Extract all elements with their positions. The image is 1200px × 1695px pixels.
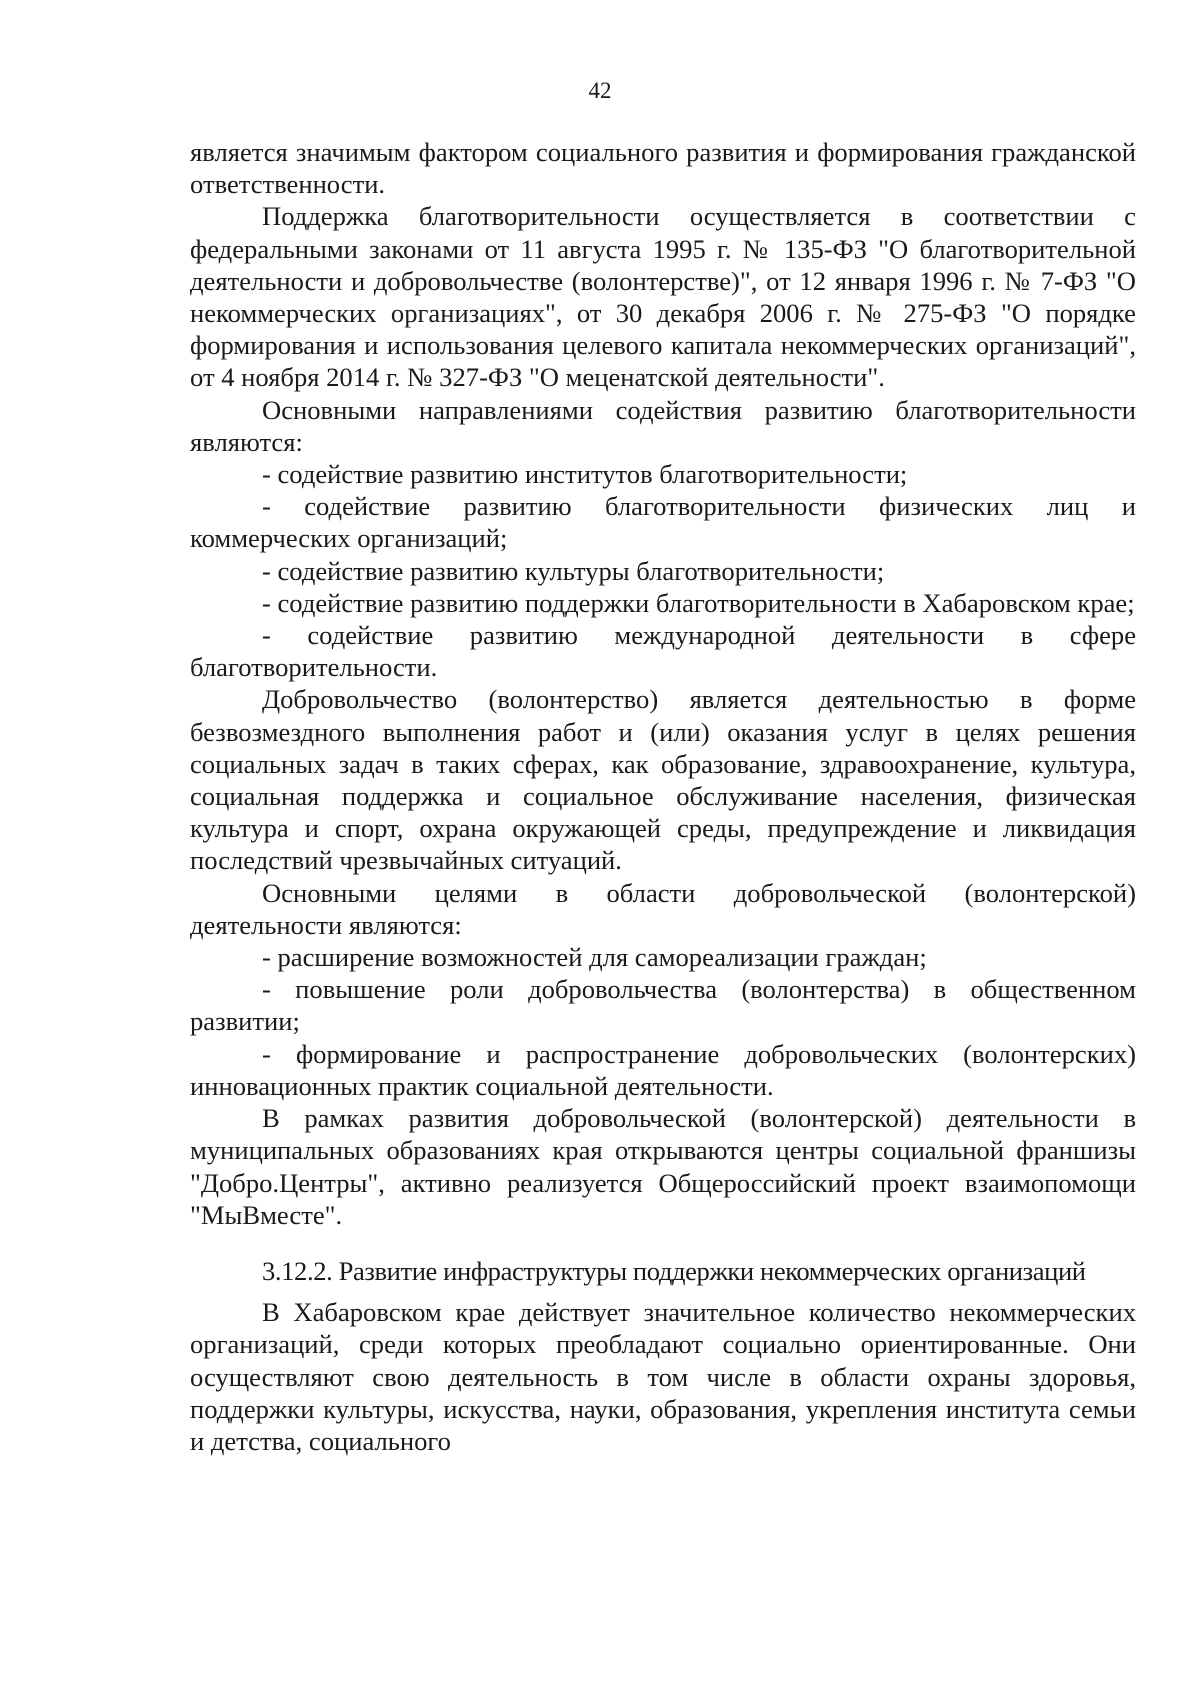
list-item: - содействие развитию благотворительности физических лиц и коммерческих организаций; — [190, 491, 1136, 554]
paragraph: является значимым фактором социального развития и формирования гражданской ответственности. — [190, 137, 1136, 200]
section-heading: 3.12.2. Развитие инфраструктуры поддержки некоммерческих организаций — [262, 1255, 1086, 1286]
paragraph: В рамках развития добровольческой (волонтерской) деятельности в муниципальных образованиях края открываются центры социальной франшизы "Добро.Центры", активно реализуется Общероссийский проект взаимопомощи "МыВместе". — [190, 1103, 1136, 1230]
paragraph: Основными целями в области добровольческой (волонтерской) деятельности являются: — [190, 877, 1136, 940]
list-item: - расширение возможностей для самореализации граждан; — [262, 942, 927, 973]
list-item: - содействие развитию культуры благотворительности; — [262, 555, 885, 586]
paragraph: В Хабаровском крае действует значительное количество некоммерческих организаций, среди которых преобладают социально ориентированные. Они осуществляют свою деятельность в том числе в области охраны здоровья, поддержки культуры, искусства, науки, образования, укрепления института семьи и детства, социального — [190, 1297, 1136, 1456]
list-item: - содействие развитию международной деятельности в сфере благотворительности. — [190, 620, 1136, 683]
list-item: - содействие развитию поддержки благотворительности в Хабаровском крае; — [262, 587, 1135, 618]
list-item: - формирование и распространение добровольческих (волонтерских) инновационных практик социальной деятельности. — [190, 1038, 1136, 1101]
paragraph: Основными направлениями содействия развитию благотворительности являются: — [190, 394, 1136, 457]
list-item: - повышение роли добровольчества (волонтерства) в общественном развитии; — [190, 974, 1136, 1037]
list-item: - содействие развитию институтов благотворительности; — [262, 459, 908, 490]
page-number: 42 — [588, 78, 612, 103]
document-body — [190, 136, 1136, 1457]
paragraph: Поддержка благотворительности осуществляется в соответствии с федеральными законами от 11 августа 1995 г. № 135-ФЗ "О благотворительной деятельности и добровольчестве (волонтерстве)", от 12 января 1996 г. № 7-ФЗ "О некоммерческих организациях", от 30 декабря 2006 г. № 275-ФЗ "О порядке формирования и использования целевого капитала некоммерческих организаций", от 4 ноября 2014 г. № 327-ФЗ "О меценатской деятельности". — [190, 201, 1136, 393]
paragraph: Добровольчество (волонтерство) является деятельностью в форме безвозмездного выполнения работ и (или) оказания услуг в целях решения социальных задач в таких сферах, как образование, здравоохранение, культура, социальная поддержка и социальное обслуживание населения, физическая культура и спорт, охрана окружающей среды, предупреждение и ликвидация последствий чрезвычайных ситуаций. — [190, 684, 1136, 876]
